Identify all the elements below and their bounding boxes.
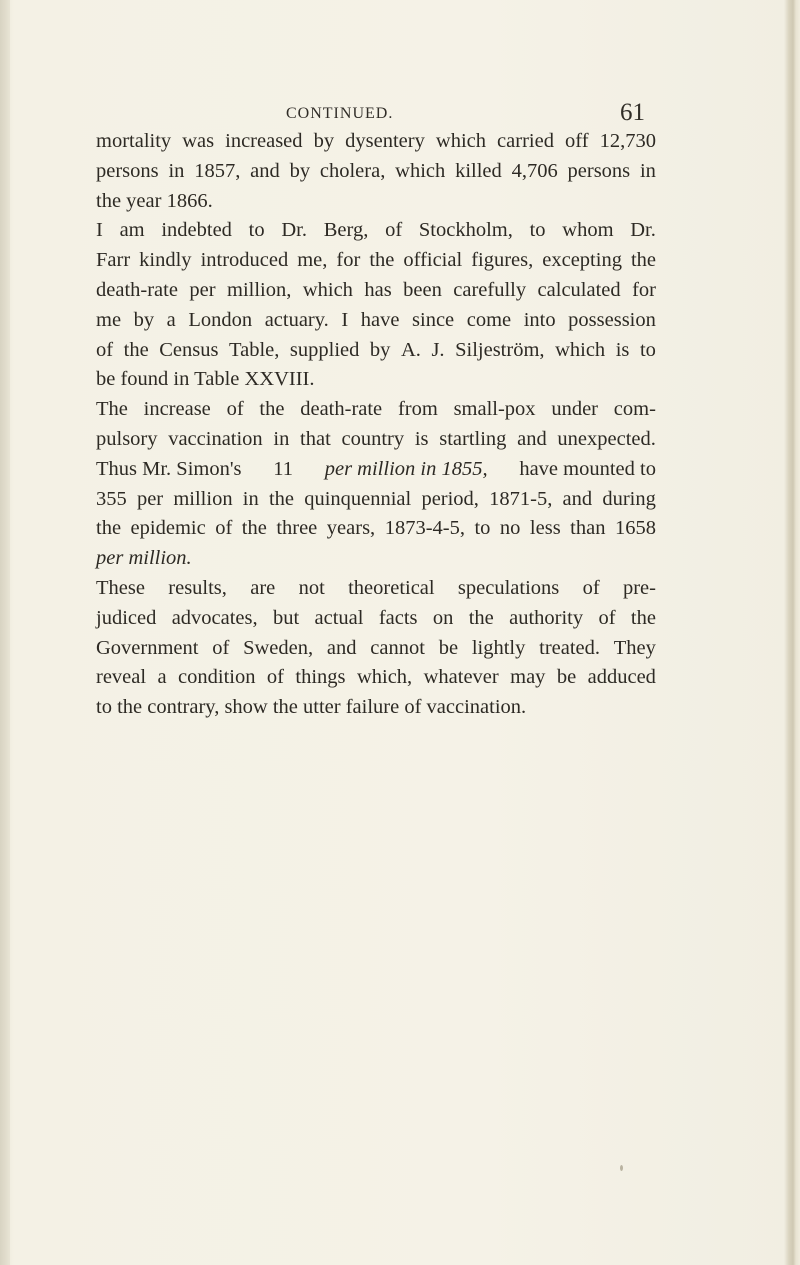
text-line-mixed <box>96 455 656 485</box>
text-line: I am indebted to Dr. Berg, of Stockholm, to whom Dr. <box>96 219 656 242</box>
page-number: 61 <box>620 99 645 126</box>
text-line: of the Census Table, supplied by A. J. Siljeström, which is to <box>96 338 656 361</box>
text-line: judiced advocates, but actual facts on the authority of the <box>96 606 656 629</box>
text-segment: Thus Mr. Simon's <box>96 457 242 480</box>
text-line: death-rate per million, which has been carefully calculated for <box>96 278 656 301</box>
text-line: the epidemic of the three years, 1873-4-5, to no less than 1658 <box>96 517 656 540</box>
text-line: reveal a condition of things which, whatever may be adduced <box>96 666 656 689</box>
paper-spot <box>620 1165 623 1171</box>
page-header <box>0 92 800 132</box>
page-gutter-shadow <box>0 0 10 1265</box>
italic-line: per million. <box>96 547 192 570</box>
text-line: be found in Table XXVIII. <box>96 368 315 391</box>
text-line: the year 1866. <box>96 189 213 212</box>
text-line: to the contrary, show the utter failure of vaccination. <box>96 696 527 719</box>
text-segment: have mounted to <box>519 457 656 480</box>
text-line: persons in 1857, and by cholera, which killed 4,706 persons in <box>96 159 656 182</box>
text-line: Farr kindly introduced me, for the official figures, excepting the <box>96 249 656 272</box>
body-text <box>96 127 656 723</box>
text-line: These results, are not theoretical speculations of pre- <box>96 576 656 599</box>
text-line: me by a London actuary. I have since come into possession <box>96 308 656 331</box>
text-line: Government of Sweden, and cannot be lightly treated. They <box>96 636 656 659</box>
text-line: mortality was increased by dysentery which carried off 12,730 <box>96 130 656 152</box>
text-line: The increase of the death-rate from small-pox under com- <box>96 398 656 421</box>
running-head: CONTINUED. <box>286 105 394 122</box>
italic-segment: per million in 1855, <box>324 457 488 480</box>
text-line: pulsory vaccination in that country is startling and unexpected. <box>96 427 656 450</box>
page-edge <box>784 0 800 1265</box>
text-segment: 11 <box>273 457 293 480</box>
text-line: 355 per million in the quinquennial period, 1871-5, and during <box>96 487 656 510</box>
